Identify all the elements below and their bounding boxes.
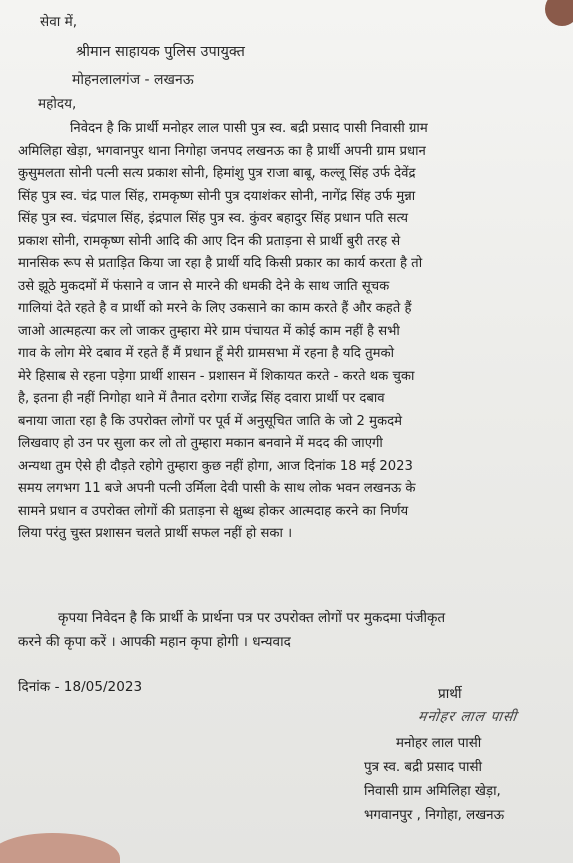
letter-date: दिनांक - 18/05/2023 bbox=[18, 679, 143, 695]
body-line: गाव के लोग मेरे दबाव में रहते हैं मैं प्रधान हूँ मेरी ग्रामसभा में रहना है यदि तुमको bbox=[18, 346, 395, 361]
appeal-line: कृपया निवेदन है कि प्रार्थी के प्रार्थना पत्र पर उपरोक्त लोगों पर मुकदमा पंजीकृत bbox=[58, 610, 446, 626]
letter-body bbox=[18, 118, 558, 546]
greeting: महोदय, bbox=[38, 96, 77, 112]
sender-address bbox=[364, 732, 564, 828]
address-line: मनोहर लाल पासी bbox=[396, 736, 482, 751]
body-line: मेरे हिसाब से रहना पड़ेगा प्रार्थी शासन - प्रशासन में शिकायत करते - करते थक चुका bbox=[18, 368, 415, 384]
body-line: बनाया जाता रहा है कि उपरोक्त लोगों पर पूर्व में अनुसूचित जाति के जो 2 मुकदमे bbox=[18, 413, 402, 429]
recipient-title: श्रीमान साहायक पुलिस उपायुक्त bbox=[76, 44, 245, 60]
body-line: मानसिक रूप से प्रताड़ित किया जा रहा है प्रार्थी यदि किसी प्रकार का कार्य करता है तो bbox=[18, 256, 423, 271]
handwritten-signature: मनोहर लाल पासी bbox=[416, 709, 519, 725]
body-line: सिंह पुत्र स्व. चंद्रपाल सिंह, इंद्रपाल सिंह पुत्र स्व. कुंवर बहादुर सिंह प्रधान पति सत्य bbox=[18, 211, 408, 226]
body-line: जाओ आत्महत्या कर लो जाकर तुम्हारा मेरे ग्राम पंचायत में कोई काम नहीं है सभी bbox=[18, 323, 400, 339]
applicant-label: प्रार्थी bbox=[438, 686, 462, 702]
address-line: पुत्र स्व. बद्री प्रसाद पासी bbox=[364, 760, 483, 775]
address-line: निवासी ग्राम अमिलिहा खेड़ा, bbox=[364, 784, 501, 799]
recipient-place: मोहनलालगंज - लखनऊ bbox=[72, 72, 194, 88]
finger-photo-edge bbox=[0, 833, 120, 863]
body-line: निवेदन है कि प्रार्थी मनोहर लाल पासी पुत्र स्व. बद्री प्रसाद पासी निवासी ग्राम bbox=[70, 121, 428, 136]
body-line: है, इतना ही नहीं निगोहा थाने में तैनात दरोगा राजेंद्र सिंह दवारा प्रार्थी पर दबाव bbox=[18, 391, 385, 406]
body-line: अन्यथा तुम ऐसे ही दौड़ते रहोगे तुम्हारा कुछ नहीं होगा, आज दिनांक 18 मई 2023 bbox=[18, 458, 413, 474]
address-line: भगवानपुर , निगोहा, लखनऊ bbox=[364, 808, 505, 823]
appeal-line: करने की कृपा करें । आपकी महान कृपा होगी । धन्यवाद bbox=[18, 634, 291, 650]
body-line: गालियां देते रहते है व प्रार्थी को मरने के लिए उकसाने का काम करते हैं और कहते हैं bbox=[18, 301, 412, 316]
letter-appeal bbox=[18, 606, 558, 654]
body-line: अमिलिहा खेड़ा, भगवानपुर थाना निगोहा जनपद लखनऊ का है प्रार्थी अपनी ग्राम प्रधान bbox=[18, 143, 426, 159]
body-line: समय लगभग 11 बजे अपनी पत्नी उर्मिला देवी पासी के साथ लोक भवन लखनऊ के bbox=[18, 481, 416, 496]
body-line: लिखवाए हो उन पर सुला कर लो तो तुम्हारा मकान बनवाने में मदद की जाएगी bbox=[18, 436, 383, 451]
finger-photo-edge bbox=[545, 0, 573, 26]
body-line: कुसुमलता सोनी पत्नी सत्य प्रकाश सोनी, हिमांशु पुत्र राजा बाबू, कल्लू सिंह उर्फ देवेंद्र bbox=[18, 166, 416, 181]
body-line: लिया परंतु चुस्त प्रशासन चलते प्रार्थी सफल नहीं हो सका । bbox=[18, 526, 293, 541]
body-line: उसे झूठे मुकदमों में फंसाने व जान से मारने की धमकी देने के साथ जाति सूचक bbox=[18, 278, 390, 294]
salutation-to: सेवा में, bbox=[40, 14, 78, 30]
body-line: सामने प्रधान व उपरोक्त लोगों की प्रताड़ना से क्षुब्ध होकर आत्मदाह करने का निर्णय bbox=[18, 503, 409, 519]
body-line: सिंह पुत्र स्व. चंद्र पाल सिंह, रामकृष्ण सोनी पुत्र दयाशंकर सोनी, नागेंद्र सिंह उर्फ मुन्ना bbox=[18, 188, 416, 204]
body-line: प्रकाश सोनी, रामकृष्ण सोनी आदि की आए दिन की प्रताड़ना से प्रार्थी बुरी तरह से bbox=[18, 233, 401, 249]
